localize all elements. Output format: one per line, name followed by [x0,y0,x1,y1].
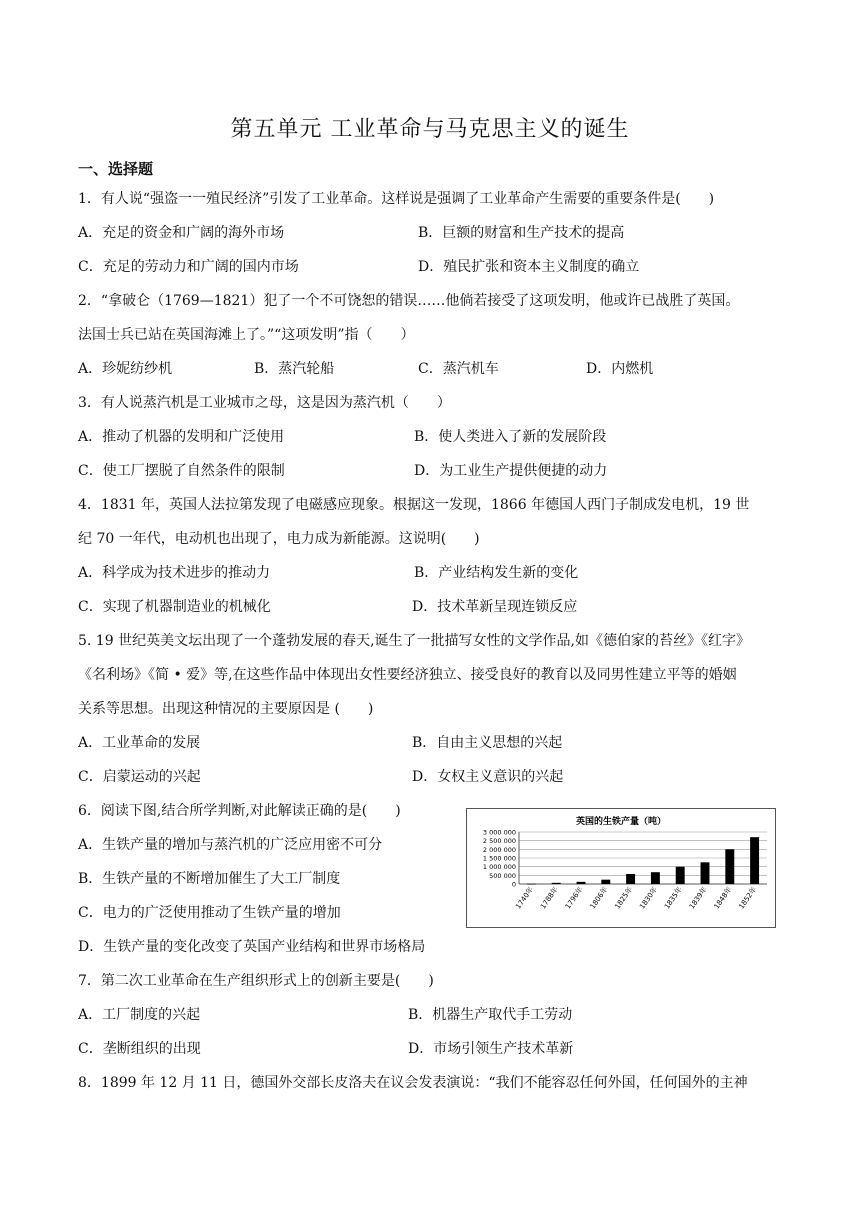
x-tick-label: 1839年 [687,885,709,911]
question-6-option-b: B．生铁产量的不断增加催生了大工厂制度 [78,871,341,887]
question-4-option-a: A．科学成为技术进步的推动力 [78,565,271,581]
question-5-stem-line-1: 5. 19 世纪英美文坛出现了一个蓬勃发展的春天,诞生了一批描写女性的文学作品,如《德伯家的苔丝》《红字》 [78,633,750,649]
question-3-stem: 3．有人说蒸汽机是工业城市之母，这是因为蒸汽机（ ） [78,395,451,411]
chart-title: 英国的生铁产量（吨） [575,817,667,827]
question-6-option-d: D．生铁产量的变化改变了英国产业结构和世界市场格局 [78,939,426,955]
question-7-option-c: C．垄断组织的出现 [78,1041,201,1057]
bar-1825年 [626,874,635,884]
question-1-option-d: D．殖民扩张和资本主义制度的确立 [418,259,640,275]
question-2-option-b: B．蒸汽轮船 [254,361,335,377]
question-1-option-b: B．巨额的财富和生产技术的提高 [418,225,625,241]
bar-1852年 [750,837,759,884]
bar-1848年 [725,849,734,884]
question-7-option-b: B．机器生产取代手工劳动 [408,1007,573,1023]
question-7-option-a: A．工厂制度的兴起 [78,1007,201,1023]
section-heading: 一、选择题 [78,160,154,178]
question-5-stem-line-2: 《名利场》《简 • 爱》等,在这些作品中体现出女性要经济独立、接受良好的教育以及同男性建立平等的婚姻 [78,667,737,683]
x-tick-label: 1796年 [563,885,585,911]
bar-1796年 [577,882,586,884]
y-tick-label: 2 500 000 [482,837,516,846]
question-7-stem: 7．第二次工业革命在生产组织形式上的创新主要是( ) [78,973,434,989]
question-5-option-b: B．自由主义思想的兴起 [412,735,563,751]
x-tick-label: 1788年 [539,885,560,911]
y-tick-label: 0 [511,880,516,889]
question-3-option-c: C．使工厂摆脱了自然条件的限制 [78,463,285,479]
question-2-option-a: A．珍妮纺纱机 [78,361,173,377]
question-4-stem-line-2: 纪 70 一年代，电动机也出现了，电力成为新能源。这说明( ) [78,531,480,547]
chart-svg [467,809,775,927]
bar-1806年 [601,880,610,884]
question-4-option-c: C．实现了机器制造业的机械化 [78,599,271,615]
question-4-option-b: B．产业结构发生新的变化 [414,565,579,581]
question-5-stem-line-3: 关系等思想。出现这种情况的主要原因是 ( ) [78,701,374,717]
question-2-option-d: D．内燃机 [586,361,654,377]
question-6-stem: 6．阅读下图,结合所学判断,对此解读正确的是( ) [78,803,401,819]
x-tick-label: 1848年 [712,885,734,911]
x-tick-label: 1852年 [737,885,759,911]
question-6-option-a: A．生铁产量的增加与蒸汽机的广泛应用密不可分 [78,837,383,853]
question-7-option-d: D．市场引领生产技术革新 [408,1041,574,1057]
page-title: 第五单元 工业革命与马克思主义的诞生 [230,117,630,142]
y-tick-label: 1 000 000 [482,863,516,872]
question-2-option-c: C．蒸汽机车 [418,361,499,377]
bar-1835年 [676,867,685,884]
bar-1830年 [651,872,660,884]
question-5-option-a: A．工业革命的发展 [78,735,201,751]
question-8-stem: 8．1899 年 12 月 11 日，德国外交部长皮洛夫在议会发表演说：“我们不能容忍任何外国，任何国外的主神 [78,1075,748,1091]
x-tick-label: 1835年 [663,885,684,911]
question-4-option-d: D．技术革新呈现连锁反应 [412,599,578,615]
question-1-option-c: C．充足的劳动力和广阔的国内市场 [78,259,299,275]
question-4-stem-line-1: 4．1831 年，英国人法拉第发现了电磁感应现象。根据这一发现，1866 年德国人西门子制成发电机，19 世 [78,497,750,513]
iron-output-chart [466,808,776,928]
x-tick-label: 1806年 [588,885,610,911]
question-5-option-d: D．女权主义意识的兴起 [412,769,564,785]
y-tick-label: 2 000 000 [482,845,516,854]
x-tick-label: 1830年 [638,885,660,911]
y-tick-label: 3 000 000 [482,828,516,837]
question-6-option-c: C．电力的广泛使用推动了生铁产量的增加 [78,905,341,921]
question-1-stem: 1．有人说“强盗一一殖民经济”引发了工业革命。这样说是强调了工业革命产生需要的重要条件是( ) [78,191,715,207]
question-2-stem-line-1: 2．“拿破仑（1769—1821）犯了一个不可饶恕的错误……他倘若接受了这项发明，他或许已战胜了英国。 [78,293,740,309]
x-tick-label: 1740年 [514,885,536,911]
y-tick-label: 500 000 [489,871,516,880]
y-tick-label: 1 500 000 [482,854,516,863]
question-3-option-b: B．使人类进入了新的发展阶段 [414,429,607,445]
question-5-option-c: C．启蒙运动的兴起 [78,769,201,785]
question-3-option-d: D．为工业生产提供便捷的动力 [414,463,608,479]
question-2-stem-line-2: 法国士兵已站在英国海滩上了。”“这项发明”指（ ） [78,327,415,343]
bar-1788年 [552,883,561,884]
question-3-option-a: A．推动了机器的发明和广泛使用 [78,429,285,445]
x-tick-label: 1825年 [613,885,635,911]
question-1-option-a: A．充足的资金和广阔的海外市场 [78,225,285,241]
bar-1839年 [701,862,710,884]
bar-1740年 [527,884,536,885]
